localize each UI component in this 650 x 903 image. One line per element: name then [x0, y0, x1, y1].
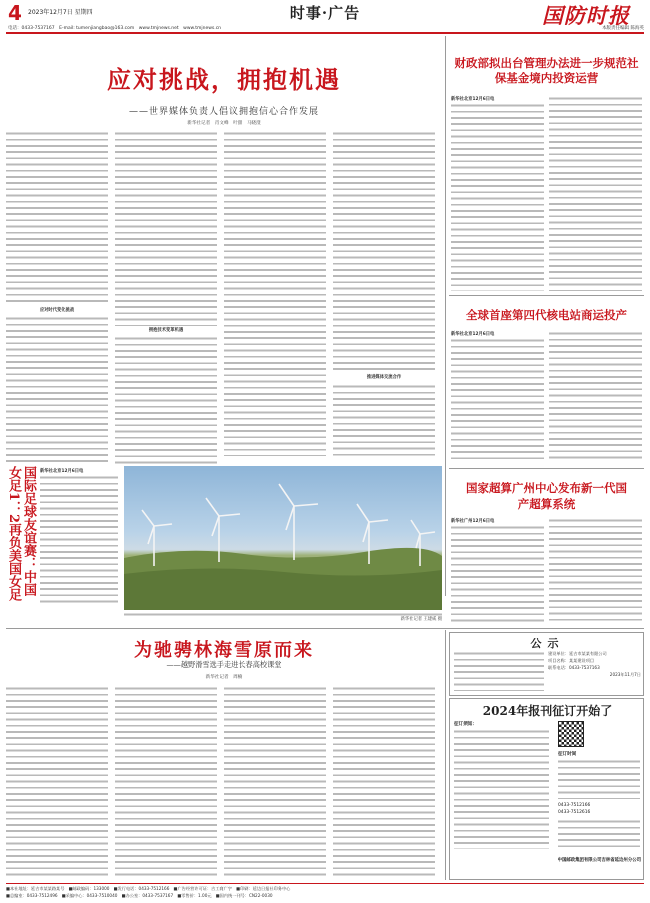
issue-date: 2023年12月7日 星期四: [28, 9, 93, 16]
subhead: 拥抱技术变革机遇: [148, 328, 184, 333]
body-text: [6, 686, 108, 876]
body-text: [549, 96, 642, 291]
masthead-rule: [6, 32, 644, 34]
nuclear-article: [449, 297, 644, 467]
footer-line-1: ■本社地址：延吉市某某路某号 ■邮政编码：133000 ■发行电话：0433-7512166 ■广告经营许可证：吉工商广字 ■印刷：延边日报社印务中心: [6, 886, 291, 891]
page-number: 4: [8, 1, 22, 25]
supercomputer-headline: 国家超算广州中心发布新一代国产超算系统: [466, 481, 627, 511]
body-text: [224, 686, 326, 876]
subhead: 推进媒体交流合作: [366, 375, 402, 380]
football-article: [6, 466, 118, 606]
snow-byline: 新华社记者 周楠: [205, 675, 243, 680]
section-divider: [449, 468, 644, 469]
news-photo: [124, 466, 442, 610]
football-headline: 国际足球友谊赛：中国女足1：2再负美国女足: [6, 466, 36, 602]
column-divider: [445, 36, 446, 596]
snow-headline: 为驰骋林海雪原而来: [134, 640, 314, 661]
supercomputer-dateline: 新华社广州12月6日电: [451, 519, 495, 524]
footer-rule: [6, 883, 644, 884]
subhead: 应对时代变化挑战: [39, 308, 75, 313]
photo-caption: 新华社记者 王建威 摄: [400, 617, 442, 622]
body-text: [454, 651, 544, 691]
notice-row: 项目名称：某某建设项目: [548, 658, 595, 663]
subscription-title: 2024年报刊征订开始了: [482, 704, 613, 718]
masthead: [0, 0, 650, 34]
wind-turbine-icon: [124, 466, 442, 610]
footer-line-2: ■总编室：0433-7512496 ■采编中心：0433-7510040 ■办公室：0433-7537167 ■零售价：1.00元 ■国内统一刊号：CN22-0030: [6, 893, 273, 898]
subscription-ad: [449, 698, 644, 880]
page-editor: 本版责任编辑 陈海英: [602, 26, 644, 31]
notice-row: 建设单位：延吉市某某有限公司: [548, 651, 607, 656]
body-text: [333, 131, 435, 371]
section-divider: [449, 295, 644, 296]
body-text: [115, 131, 217, 326]
subscription-left-heading: 征订须知：: [454, 722, 477, 727]
main-byline: 新华社记者 肖文峰 叶甜 马晓澄: [187, 121, 261, 126]
paper-logo: 国防时报: [542, 3, 630, 28]
notice-title: 公示: [530, 637, 565, 650]
section-divider: [6, 628, 644, 629]
finance-article: [449, 36, 644, 294]
snow-article: [6, 630, 442, 880]
finance-dateline: 新华社北京12月6日电: [451, 97, 495, 102]
snow-subtitle: ——越野滑雪选手走进长春高校课堂: [166, 660, 282, 669]
football-dateline: 新华社北京12月6日电: [40, 469, 84, 474]
body-text: [6, 131, 108, 306]
body-text: [115, 686, 217, 876]
nuclear-dateline: 新华社北京12月6日电: [451, 332, 495, 337]
notice-row: 联系电话：0433-7537163: [548, 665, 600, 670]
nuclear-headline: 全球首座第四代核电站商运投产: [466, 308, 627, 322]
body-text: [451, 338, 544, 462]
body-text: [454, 729, 549, 849]
body-text: [549, 518, 642, 623]
body-text: [40, 475, 118, 603]
body-text: [558, 759, 640, 799]
qr-code-icon: [558, 721, 584, 747]
public-notice: [449, 632, 644, 696]
subscription-footer: 中国邮政集团有限公司吉林省延边州分公司: [557, 858, 641, 863]
column-divider: [445, 630, 446, 880]
section-title: 时事·广告: [289, 4, 361, 22]
main-headline: 应对挑战，拥抱机遇: [107, 65, 341, 94]
body-text: [333, 686, 435, 876]
subscription-phone: 0433-7512616: [558, 810, 591, 815]
body-text: [115, 336, 217, 464]
body-text: [224, 131, 326, 456]
notice-date: 2023年11月7日: [609, 672, 641, 677]
notice-details: [548, 650, 641, 678]
body-text: [549, 331, 642, 462]
body-text: [6, 316, 108, 466]
finance-headline: 财政部拟出台管理办法进一步规范社保基金境内投资运营: [454, 56, 639, 85]
supercomputer-article: [449, 470, 644, 626]
contact-line: 电话：0433-7537167 E-mail: tumenjiangbao@163.com www.tmjnews.net www.tmjnews.cn: [8, 26, 222, 31]
subscription-right-heading: 征订时间: [558, 752, 577, 757]
body-text: [451, 525, 544, 623]
body-text: [333, 384, 435, 460]
body-text: [451, 103, 544, 291]
photo-caption-text: [124, 612, 442, 621]
subscription-phone: 0433-7512166: [558, 803, 591, 808]
body-text: [558, 819, 640, 847]
main-subtitle: ——世界媒体负责人倡议拥抱信心合作发展: [128, 107, 319, 117]
